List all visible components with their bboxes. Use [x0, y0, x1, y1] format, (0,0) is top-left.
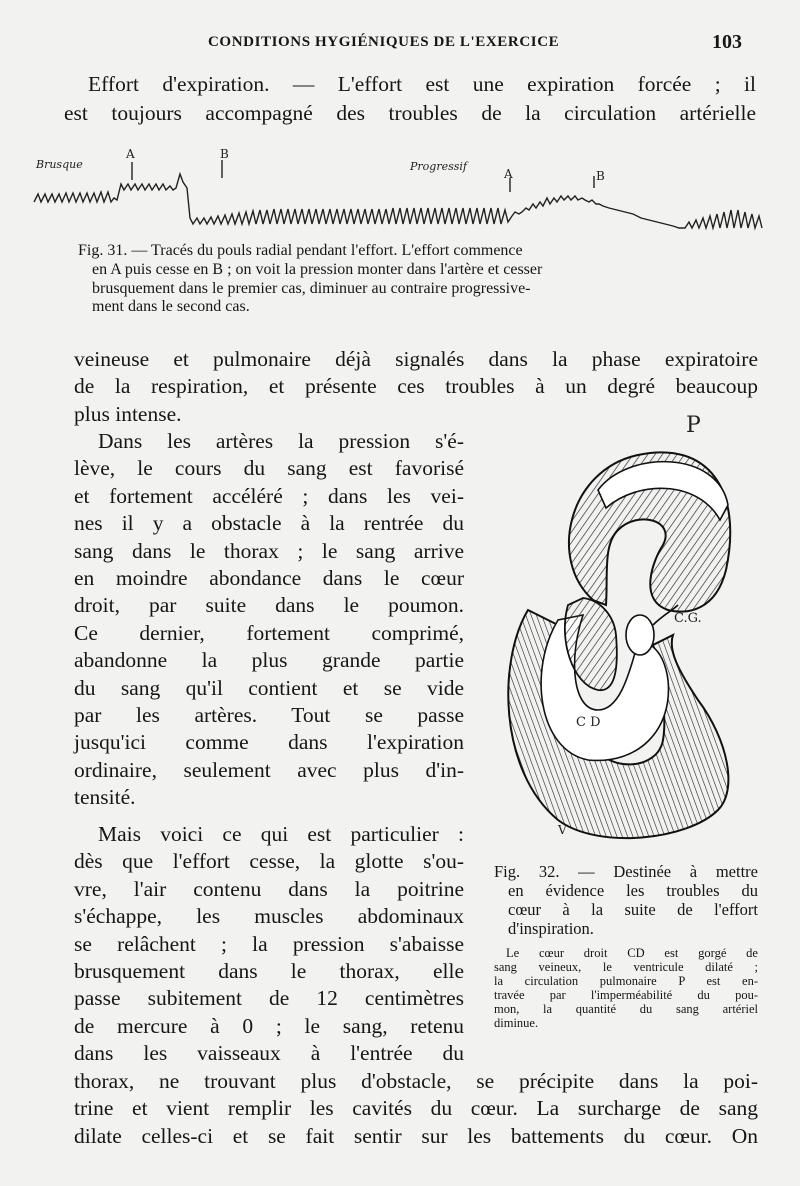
text-line: et fortement accéléré ; dans les vei-: [74, 483, 464, 508]
paragraph-3-continued: [74, 1068, 758, 1150]
caption-line: cœur à la suite de l'effort: [508, 900, 758, 919]
figure-32-heart: [488, 410, 758, 850]
text-line: tensité.: [74, 785, 136, 810]
text-line: droit, par suite dans le poumon.: [74, 593, 464, 618]
label-a1: A: [126, 147, 135, 161]
text-line: abandonne la plus grande partie: [74, 648, 464, 673]
intro-text-2: est toujours accompagné des troubles de la circulation artérielle: [64, 101, 756, 125]
label-cg: C.G.: [674, 611, 702, 626]
text-line: du sang qu'il contient et se vide: [74, 675, 464, 700]
fig32-caption-small: [494, 946, 758, 1030]
running-title: CONDITIONS HYGIÉNIQUES DE L'EXERCICE: [208, 34, 560, 50]
fig31-caption-line: ment dans le second cas.: [92, 298, 250, 316]
text-line: passe subitement de 12 centimètres: [74, 986, 464, 1011]
caption-line: diminue.: [494, 1016, 539, 1030]
text-line: Mais voici ce qui est particulier :: [98, 822, 464, 846]
text-line: sang dans le thorax ; le sang arrive: [74, 538, 464, 563]
pulse-tracing-graphic: [30, 140, 790, 232]
text-line: jusqu'ici comme dans l'expiration: [74, 730, 464, 755]
figure-31-tracing: [30, 140, 790, 232]
caption-line: en évidence les troubles du: [508, 881, 758, 900]
label-v: V: [558, 823, 567, 837]
label-brusque: Brusque: [36, 158, 83, 171]
text-line: par les artères. Tout se passe: [74, 703, 464, 728]
text-line: Ce dernier, fortement comprimé,: [74, 620, 464, 645]
paragraph-3: [74, 821, 464, 1068]
fig32-caption-main: [494, 862, 758, 938]
caption-line: mon, la quantité du sang artériel: [494, 1002, 758, 1016]
text-line: veineuse et pulmonaire déjà signalés dans la phase expiratoire: [74, 347, 758, 371]
text-line: trine et vient remplir les cavités du cœur. La surcharge de sang: [74, 1096, 758, 1121]
caption-line: sang veineux, le ventricule dilaté ;: [494, 960, 758, 974]
intro-line-1: [88, 71, 756, 98]
caption-line: la circulation pulmonaire P est en-: [494, 974, 758, 988]
page-number: 103: [712, 31, 742, 53]
text-line: nes il y a obstacle à la rentrée du: [74, 511, 464, 536]
paragraph-2: [74, 428, 464, 812]
text-line: se relâchent ; la pression s'abaisse: [74, 931, 464, 956]
label-p: P: [686, 413, 701, 438]
label-a2: A: [504, 167, 513, 181]
figure-32-caption: [494, 862, 758, 1030]
fig31-caption-line: en A puis cesse en B ; on voit la pression monter dans l'artère et cesser: [92, 260, 543, 278]
text-line: de mercure à 0 ; le sang, retenu: [74, 1013, 464, 1038]
intro-text-1: Effort d'expiration. — L'effort est une expiration forcée ; il: [88, 72, 756, 96]
figure-31-caption: [78, 242, 758, 317]
text-line: de la respiration, et présente ces troubles à un degré beaucoup: [74, 374, 758, 399]
label-progressif: Progressif: [410, 160, 467, 173]
text-line: thorax, ne trouvant plus d'obstacle, se précipite dans la poi-: [74, 1069, 758, 1093]
caption-line: Le cœur droit CD est gorgé de: [506, 946, 758, 960]
text-line: s'échappe, les muscles abdominaux: [74, 904, 464, 929]
text-line: plus intense.: [74, 401, 182, 426]
fig31-caption-line: Fig. 31. — Tracés du pouls radial pendant l'effort. L'effort commence: [78, 242, 523, 259]
label-b2: B: [596, 169, 605, 183]
text-line: Dans les artères la pression s'é-: [98, 429, 464, 453]
caption-line: Fig. 32. — Destinée à mettre: [494, 862, 758, 881]
label-cd: C D: [576, 715, 601, 730]
text-line: dès que l'effort cesse, la glotte s'ou-: [74, 849, 464, 874]
text-line: dans les vaisseaux à l'entrée du: [74, 1041, 464, 1066]
label-b1: B: [220, 147, 229, 161]
text-line: ordinaire, seulement avec plus d'in-: [74, 757, 464, 782]
text-line: dilate celles-ci et se fait sentir sur les battements du cœur. On: [74, 1123, 758, 1148]
intro-line-2: [64, 100, 756, 127]
fig31-caption-line: brusquement dans le premier cas, diminuer au contraire progressive-: [92, 279, 531, 297]
caption-line: travée par l'imperméabilité du pou-: [494, 988, 758, 1002]
text-line: vre, l'air contenu dans la poitrine: [74, 876, 464, 901]
caption-line: d'inspiration.: [508, 919, 594, 938]
heart-illustration: [488, 410, 758, 850]
text-line: brusquement dans le thorax, elle: [74, 959, 464, 984]
text-line: en moindre abondance dans le cœur: [74, 566, 464, 591]
text-line: lève, le cours du sang est favorisé: [74, 456, 464, 481]
